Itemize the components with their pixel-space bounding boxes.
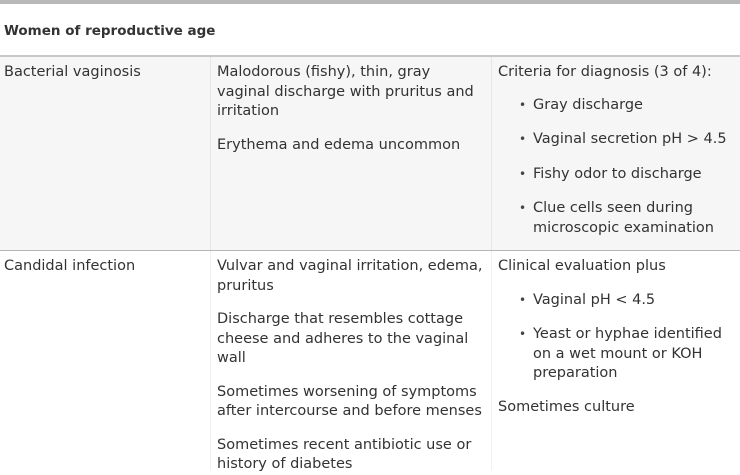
condition-name: Bacterial vaginosis <box>4 64 141 80</box>
diagnosis-list <box>498 96 736 239</box>
bullet-icon: • <box>519 132 527 146</box>
bullet-icon: • <box>519 166 527 181</box>
symptom-text: Discharge that resembles cottage cheese and adheres to the vaginal wall <box>217 311 469 366</box>
bullet-icon: • <box>519 97 527 112</box>
table-row <box>0 251 740 470</box>
bullet-icon: • <box>519 292 527 307</box>
list-item-text: Vaginal pH < 4.5 <box>533 291 656 308</box>
section-title: Women of reproductive age <box>4 23 216 39</box>
bullet-icon: • <box>519 201 527 215</box>
list-item-text: Fishy odor to discharge <box>533 165 702 182</box>
symptom-text: Malodorous (fishy), thin, gray vaginal discharge with pruritus and irritation <box>217 64 474 119</box>
condition-cell <box>0 57 209 250</box>
list-item-text: Clue cells seen during microscopic examination <box>533 200 714 236</box>
diagnosis-cell <box>491 251 740 470</box>
diagnosis-list <box>498 291 736 384</box>
diagnosis-outro: Sometimes culture <box>498 398 635 415</box>
condition-cell <box>0 251 209 470</box>
list-item-text: Yeast or hyphae identified on a wet mount or KOH preparation <box>533 326 722 381</box>
diagnosis-cell <box>491 57 740 250</box>
section-header <box>0 4 740 57</box>
diagnosis-intro: Clinical evaluation plus <box>498 258 666 274</box>
bullet-icon: • <box>519 327 527 341</box>
list-item-text: Vaginal secretion pH > 4.5 <box>533 131 727 147</box>
condition-name: Candidal infection <box>4 258 136 274</box>
list-item <box>498 291 736 311</box>
diagnosis-intro: Criteria for diagnosis (3 of 4): <box>498 64 712 80</box>
table-row <box>0 57 740 251</box>
list-item-text: Gray discharge <box>533 96 643 113</box>
list-item <box>498 130 736 150</box>
symptoms-cell <box>210 251 491 470</box>
symptom-text: Sometimes worsening of symptoms after intercourse and before menses <box>217 383 482 419</box>
symptoms-cell <box>210 57 491 250</box>
list-item <box>498 165 736 185</box>
list-item <box>498 199 736 238</box>
symptom-text: Sometimes recent antibiotic use or history of diabetes <box>217 436 472 472</box>
list-item <box>498 325 736 384</box>
list-item <box>498 96 736 116</box>
symptom-text: Vulvar and vaginal irritation, edema, pruritus <box>217 258 483 294</box>
symptom-text: Erythema and edema uncommon <box>217 136 461 153</box>
